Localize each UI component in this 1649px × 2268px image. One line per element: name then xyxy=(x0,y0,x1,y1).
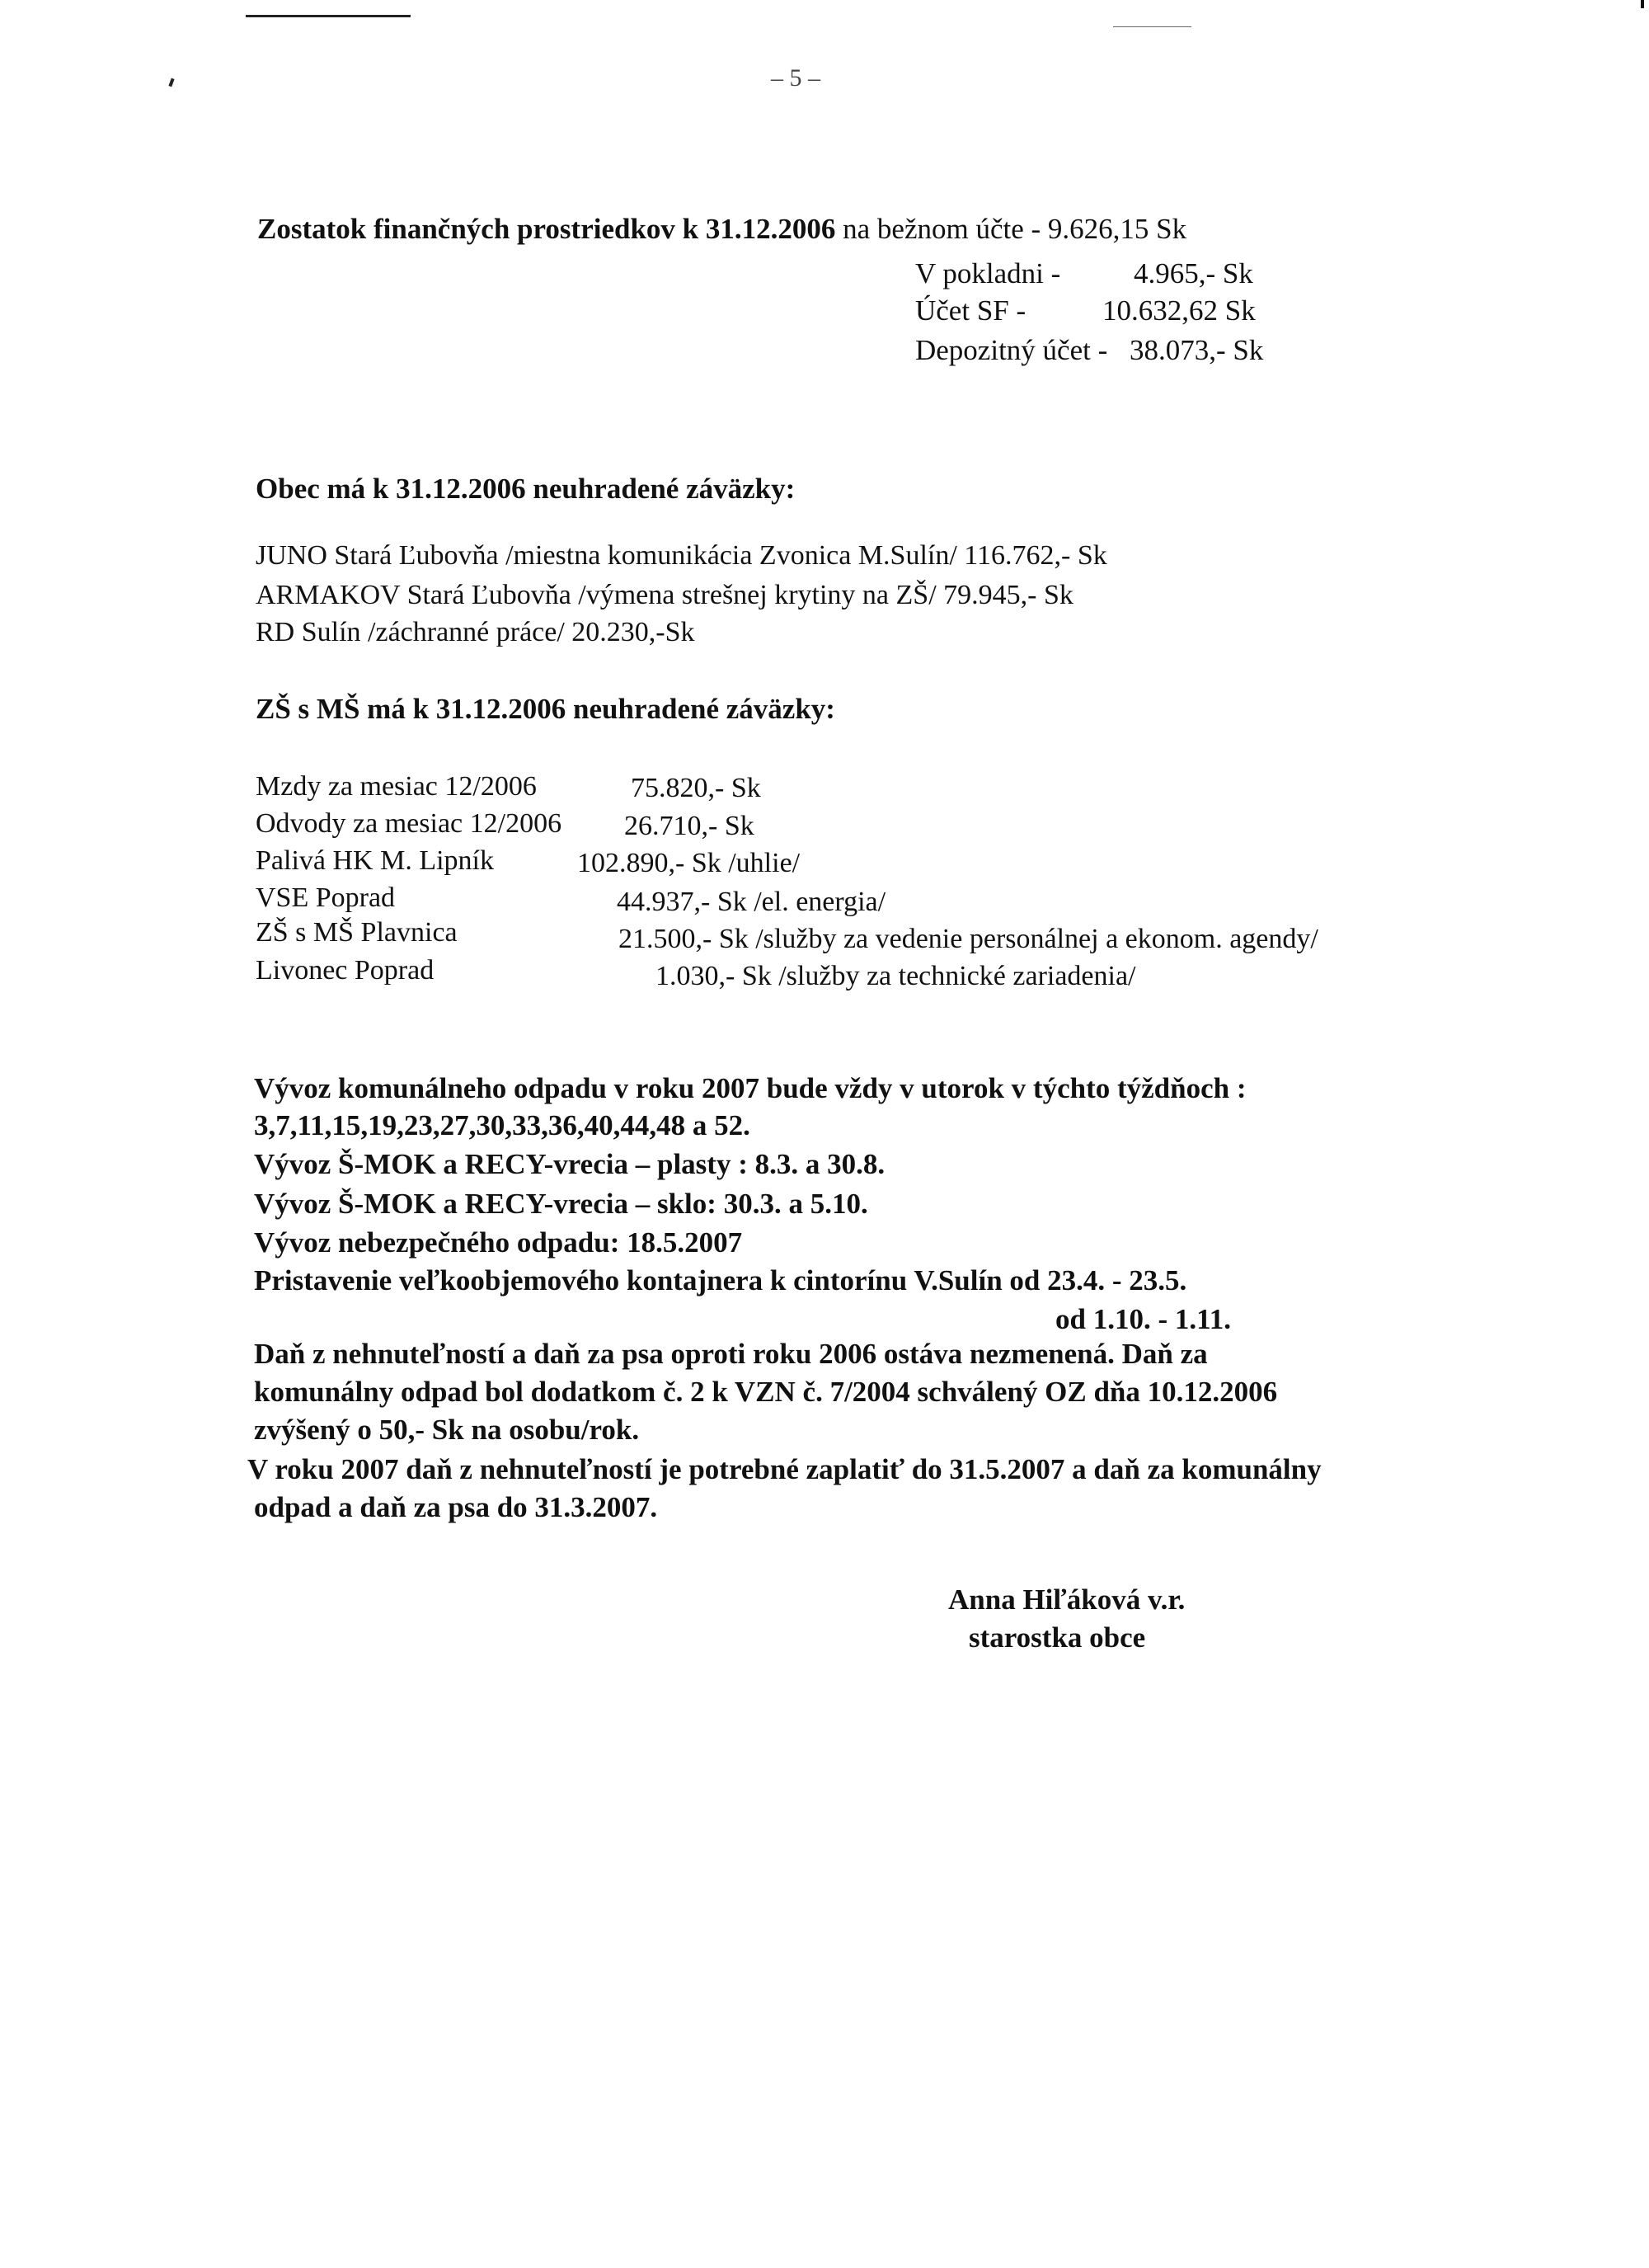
page-number: – 5 – xyxy=(771,64,820,92)
notice-line: odpad a daň za psa do 31.3.2007. xyxy=(254,1491,658,1523)
notice-line: Vývoz Š-MOK a RECY-vrecia – sklo: 30.3. a 5.10. xyxy=(254,1188,868,1220)
balance-value: 9.626,15 Sk xyxy=(1047,213,1187,245)
notice-line: Daň z nehnuteľností a daň za psa oproti roku 2006 ostáva nezmenená. Daň za xyxy=(254,1338,1208,1370)
obligation-name: Palivá HK M. Lipník xyxy=(256,845,494,876)
scan-artifact-mark xyxy=(168,78,174,87)
scan-artifact-line xyxy=(1113,26,1191,27)
obligation-value: 1.030,- Sk /služby za technické zariadenia/ xyxy=(655,961,1136,991)
notice-line: 3,7,11,15,19,23,27,30,33,36,40,44,48 a 52. xyxy=(254,1109,750,1141)
obligation-line: ARMAKOV Stará Ľubovňa /výmena strešnej krytiny na ZŠ/ 79.945,- Sk xyxy=(256,580,1073,610)
balances-heading xyxy=(257,213,1186,246)
scan-artifact-line xyxy=(246,15,411,17)
balances-title: Zostatok finančných prostriedkov k 31.12.2006 xyxy=(257,213,836,245)
balance-label: Depozitný účet - xyxy=(915,334,1108,366)
balance-value: 38.073,- Sk xyxy=(1130,334,1264,366)
obligation-value: 21.500,- Sk /služby za vedenie personálnej a ekonom. agendy/ xyxy=(618,924,1318,954)
obligation-name: Odvody za mesiac 12/2006 xyxy=(256,808,562,839)
obligation-name: Mzdy za mesiac 12/2006 xyxy=(256,771,537,802)
obligation-value: 26.710,- Sk xyxy=(624,811,754,841)
scan-artifact-mark xyxy=(1641,0,1644,8)
signature-name: Anna Hiľáková v.r. xyxy=(948,1583,1186,1616)
notice-line: Vývoz komunálneho odpadu v roku 2007 bude vždy v utorok v týchto týždňoch : xyxy=(254,1072,1247,1104)
signature-role: starostka obce xyxy=(969,1621,1146,1654)
school-obligations-heading: ZŠ s MŠ má k 31.12.2006 neuhradené záväzky: xyxy=(256,693,835,725)
balance-label: na bežnom účte - xyxy=(843,213,1041,245)
balance-value: 10.632,62 Sk xyxy=(1102,294,1256,327)
notice-line: V roku 2007 daň z nehnuteľností je potrebné zaplatiť do 31.5.2007 a daň za komunálny xyxy=(247,1453,1322,1485)
notice-line: Vývoz Š-MOK a RECY-vrecia – plasty : 8.3. a 30.8. xyxy=(254,1148,886,1180)
notice-line: od 1.10. - 1.11. xyxy=(1055,1303,1231,1335)
obligation-name: VSE Poprad xyxy=(256,882,396,913)
obligation-line: RD Sulín /záchranné práce/ 20.230,-Sk xyxy=(256,617,695,647)
notice-line: Vývoz nebezpečného odpadu: 18.5.2007 xyxy=(254,1226,743,1259)
obligation-name: Livonec Poprad xyxy=(256,955,435,986)
obligation-line: JUNO Stará Ľubovňa /miestna komunikácia Zvonica M.Sulín/ 116.762,- Sk xyxy=(256,540,1107,571)
obligation-value: 44.937,- Sk /el. energia/ xyxy=(617,887,886,917)
balance-label: V pokladni - xyxy=(915,257,1061,289)
obligation-value: 75.820,- Sk xyxy=(631,773,761,803)
notice-line: Pristavenie veľkoobjemového kontajnera k cintorínu V.Sulín od 23.4. - 23.5. xyxy=(254,1264,1187,1296)
notice-line: komunálny odpad bol dodatkom č. 2 k VZN č. 7/2004 schválený OZ dňa 10.12.2006 xyxy=(254,1376,1278,1408)
obligation-value: 102.890,- Sk /uhlie/ xyxy=(577,848,801,878)
balance-value: 4.965,- Sk xyxy=(1134,257,1253,289)
obligation-name: ZŠ s MŠ Plavnica xyxy=(256,917,458,948)
balance-label: Účet SF - xyxy=(915,294,1027,327)
obec-obligations-heading: Obec má k 31.12.2006 neuhradené záväzky: xyxy=(256,473,796,505)
notice-line: zvýšený o 50,- Sk na osobu/rok. xyxy=(254,1414,640,1446)
